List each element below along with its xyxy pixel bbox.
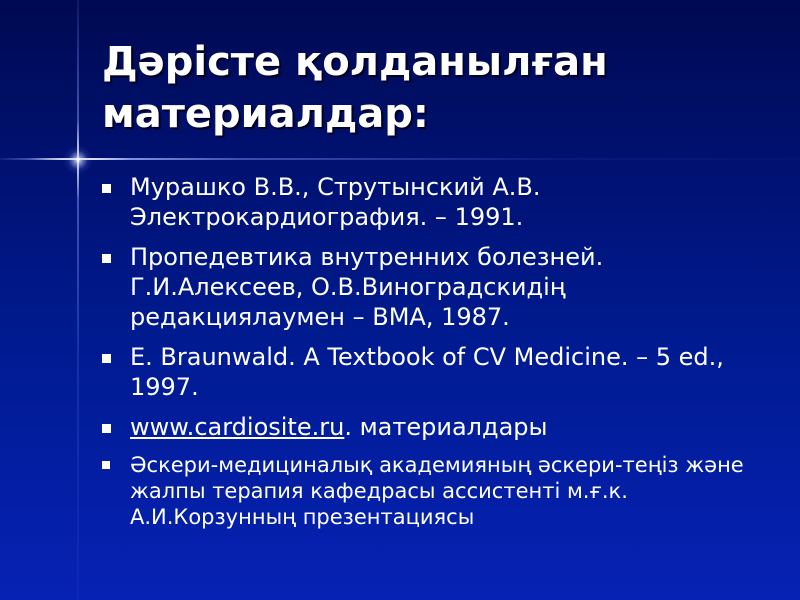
- list-item-text: [130, 412, 770, 442]
- sparkle-icon: [63, 145, 93, 175]
- list-item-text: E. Braunwald. A Textbook of CV Medicine. – 5 ed., 1997.: [130, 343, 724, 401]
- slide-title: [102, 36, 782, 140]
- list-item: [100, 242, 770, 332]
- slide-title-line-1: Дәрісте қолданылған: [102, 39, 608, 85]
- list-item: [100, 452, 770, 530]
- square-bullet-icon: [102, 184, 111, 193]
- cardiosite-link[interactable]: www.cardiosite.ru: [130, 413, 345, 441]
- list-item-text: Мурашко В.В., Струтынский А.В. Электрокардиография. – 1991.: [130, 173, 541, 231]
- list-item: [100, 172, 770, 232]
- list-item-text: Әскери-медициналық академияның әскери-теңіз және жалпы терапия кафедрасы ассистенті м.ғ.к. А.И.Корзунның презентациясы: [130, 453, 744, 529]
- square-bullet-icon: [102, 254, 111, 263]
- bullet-list: [100, 172, 770, 530]
- square-bullet-icon: [102, 424, 111, 433]
- link-suffix-text: . материалдары: [344, 413, 548, 441]
- square-bullet-icon: [102, 461, 110, 469]
- list-item-text: Пропедевтика внутренних болезней. Г.И.Алексеев, О.В.Виноградскидің редакциялаумен – ВМА, 1987.: [130, 243, 604, 331]
- list-item: [100, 342, 770, 402]
- decorative-vertical-line: [77, 0, 79, 600]
- square-bullet-icon: [102, 354, 111, 363]
- list-item: [100, 412, 770, 442]
- slide-title-line-2: материалдар:: [102, 91, 429, 137]
